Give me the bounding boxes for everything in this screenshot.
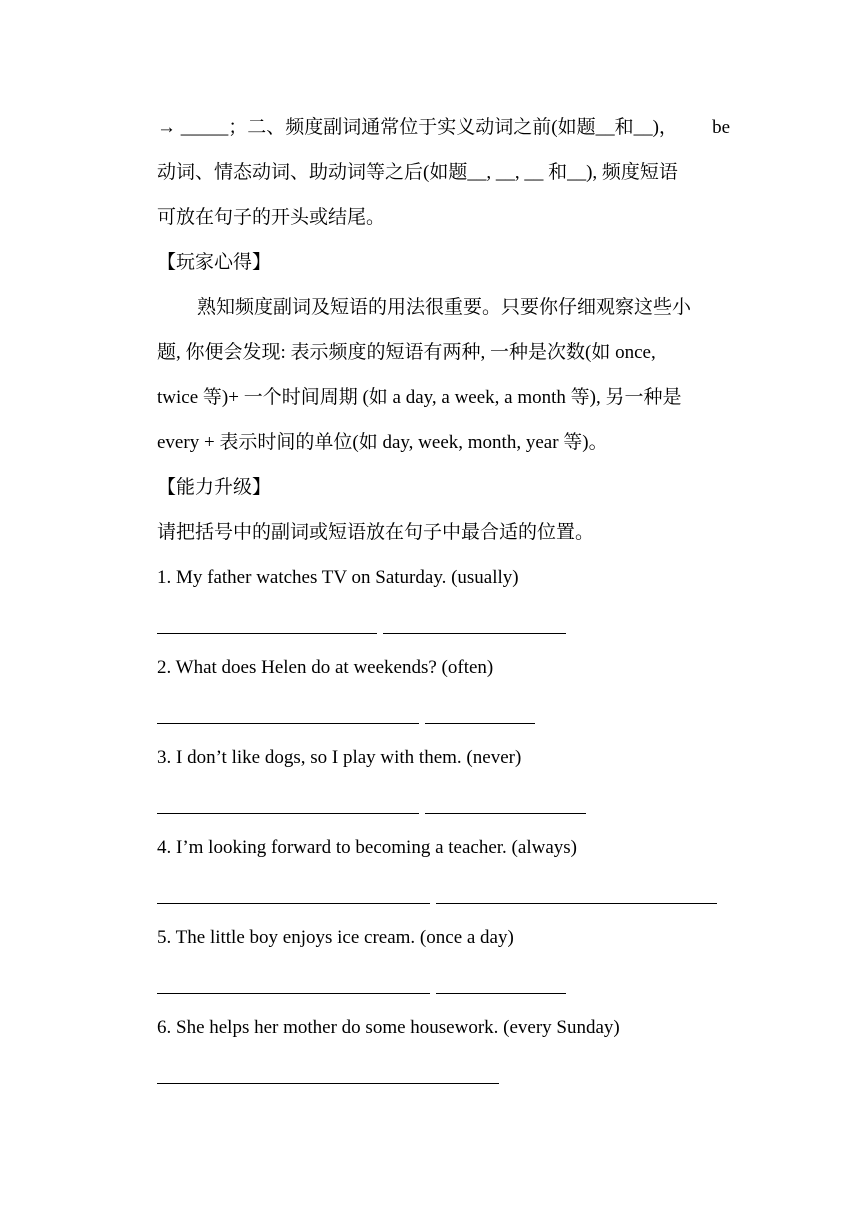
instruction: 请把括号中的副词或短语放在句子中最合适的位置。 xyxy=(157,522,595,543)
tips-line-2: 题, 你便会发现: 表示频度的短语有两种, 一种是次数(如 once, xyxy=(157,342,656,363)
answer-line-1[interactable] xyxy=(157,633,566,634)
tips-line-4: every + 表示时间的单位(如 day, week, month, year 等)。 xyxy=(157,432,608,453)
intro-line-1-left: → _____；二、频度副词通常位于实义动词之前(如题__和__)， xyxy=(157,117,678,138)
tips-line-3: twice 等)+ 一个时间周期 (如 a day, a week, a month 等), 另一种是 xyxy=(157,387,682,408)
intro-line-2: 动词、情态动词、助动词等之后(如题__, __, __ 和__), 频度短语 xyxy=(157,162,678,183)
answer-line-3[interactable] xyxy=(157,813,586,814)
answer-line-4[interactable] xyxy=(157,903,717,904)
tips-heading: 【玩家心得】 xyxy=(157,252,272,273)
exercise-5: 5. The little boy enjoys ice cream. (once a day) xyxy=(157,927,514,948)
tips-line-1: 熟知频度副词及短语的用法很重要。只要你仔细观察这些小 xyxy=(197,297,692,318)
answer-line-6[interactable] xyxy=(157,1083,499,1084)
intro-line-1 xyxy=(157,116,730,140)
exercise-6: 6. She helps her mother do some housework. (every Sunday) xyxy=(157,1017,620,1038)
exercise-3: 3. I don’t like dogs, so I play with them. (never) xyxy=(157,747,522,768)
answer-line-5[interactable] xyxy=(157,993,566,994)
intro-line-3: 可放在句子的开头或结尾。 xyxy=(157,207,386,228)
exercise-1: 1. My father watches TV on Saturday. (usually) xyxy=(157,567,519,588)
exercise-2: 2. What does Helen do at weekends? (often) xyxy=(157,657,494,678)
upgrade-heading: 【能力升级】 xyxy=(157,477,272,498)
answer-line-2[interactable] xyxy=(157,723,535,724)
intro-line-1-right: be xyxy=(712,117,730,138)
exercise-4: 4. I’m looking forward to becoming a teacher. (always) xyxy=(157,837,577,858)
